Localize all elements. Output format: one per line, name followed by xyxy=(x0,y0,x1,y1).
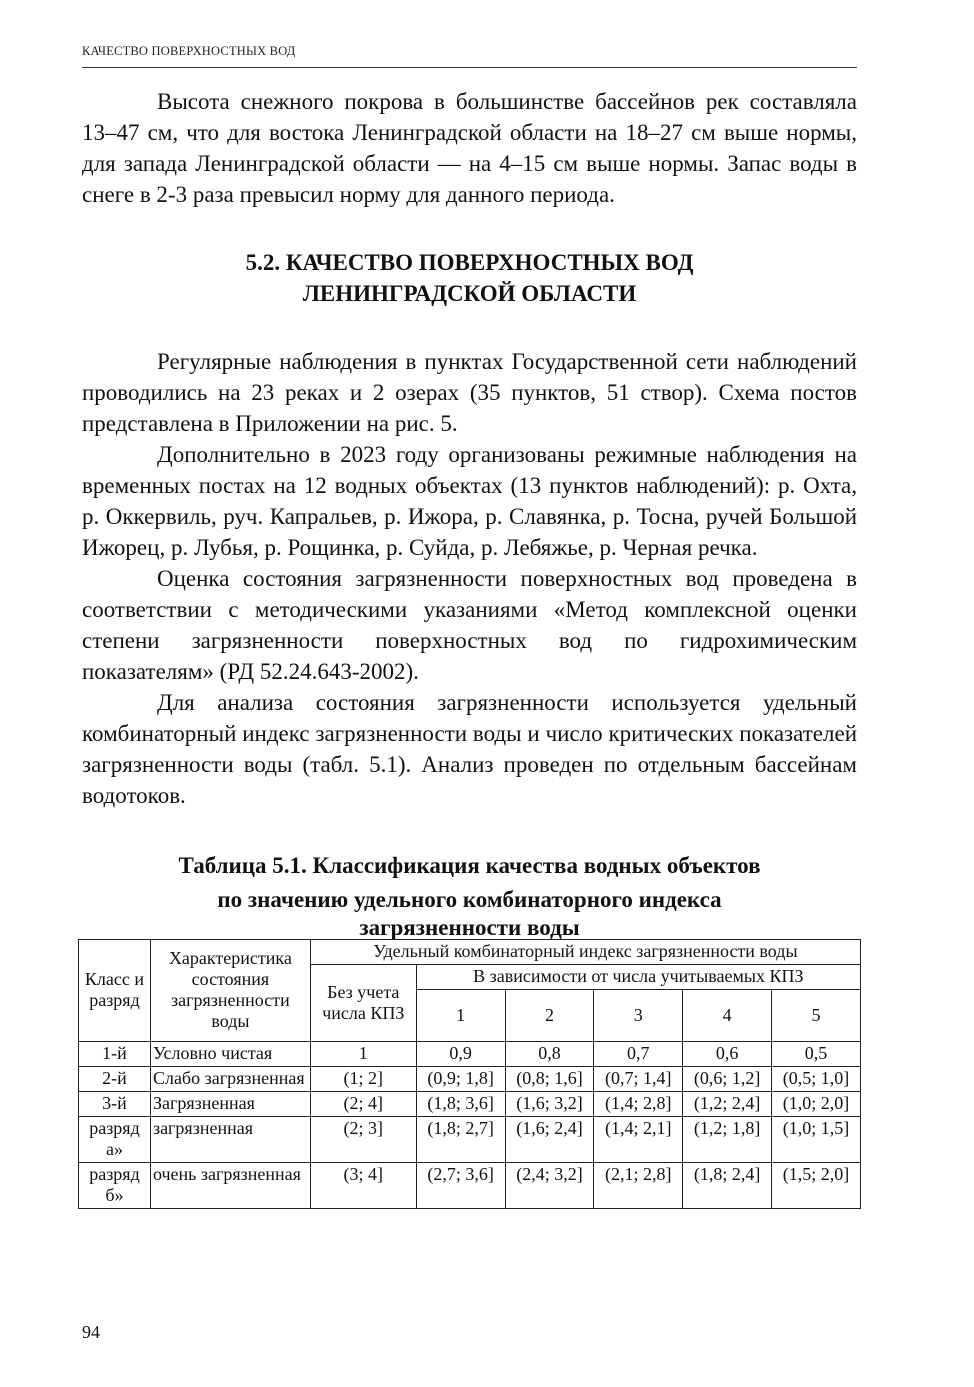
header-by-kpz: В зависимости от числа учитываемых КПЗ xyxy=(416,965,860,990)
table-title-line-3: загрязненности воды xyxy=(359,915,580,940)
value-cell: (2,7; 3,6] xyxy=(416,1163,505,1209)
paragraph-analysis: Для анализа состояния загрязненности используется удельный комбинаторный индекс загрязненности воды и число критических показателей загрязненности воды (табл. 5.1). Анализ проведен по отдельным бассейнам водотоков. xyxy=(82,690,857,808)
value-cell: (0,9; 1,8] xyxy=(416,1067,505,1092)
description-cell: Загрязненная xyxy=(150,1092,310,1117)
class-cell: разряд а» xyxy=(79,1117,151,1163)
header-no-kpz: Без учета числа КПЗ xyxy=(310,965,416,1042)
table-row xyxy=(79,1117,861,1163)
page-body xyxy=(82,86,857,1209)
section-title-line-2: ЛЕНИНГРАДСКОЙ ОБЛАСТИ xyxy=(302,281,637,306)
value-cell: (1,6; 3,2] xyxy=(505,1092,594,1117)
value-cell: (0,8; 1,6] xyxy=(505,1067,594,1092)
header-kpz-4: 4 xyxy=(683,990,772,1042)
description-cell: Слабо загрязненная xyxy=(150,1067,310,1092)
value-cell: (3; 4] xyxy=(310,1163,416,1209)
header-class: Класс и разряд xyxy=(79,940,151,1042)
header-rule xyxy=(82,67,857,68)
table-row xyxy=(79,1092,861,1117)
value-cell: (2,4; 3,2] xyxy=(505,1163,594,1209)
class-cell: 2-й xyxy=(79,1067,151,1092)
table-title xyxy=(82,849,857,939)
header-kpz-3: 3 xyxy=(594,990,683,1042)
table-header-row-1 xyxy=(79,940,861,965)
table-row xyxy=(79,1067,861,1092)
description-cell: загрязненная xyxy=(150,1117,310,1163)
paragraph-assessment-method: Оценка состояния загрязненности поверхностных вод проведена в соответствии с методическими указаниями «Метод комплексной оценки степени загрязненности поверхностных вод по гидрохимическим показателям» (РД 52.24.643-2002). xyxy=(82,566,857,684)
value-cell: (1; 2] xyxy=(310,1067,416,1092)
header-characteristic: Характеристика состояния загрязненности воды xyxy=(150,940,310,1042)
value-cell: (2; 3] xyxy=(310,1117,416,1163)
table-row xyxy=(79,1163,861,1209)
value-cell: 0,6 xyxy=(683,1042,772,1067)
paragraph-observations: Регулярные наблюдения в пунктах Государственной сети наблюдений проводились на 23 реках и 2 озерах (35 пунктов, 51 створ). Схема постов представлена в Приложении на рис. 5. xyxy=(82,349,857,436)
value-cell: (1,4; 2,1] xyxy=(594,1117,683,1163)
running-header: КАЧЕСТВО ПОВЕРХНОСТНЫХ ВОД xyxy=(82,44,296,58)
value-cell: (1,6; 2,4] xyxy=(505,1117,594,1163)
class-cell: 1-й xyxy=(79,1042,151,1067)
value-cell: (1,4; 2,8] xyxy=(594,1092,683,1117)
value-cell: (1,0; 2,0] xyxy=(772,1092,861,1117)
value-cell: 0,7 xyxy=(594,1042,683,1067)
header-index-group: Удельный комбинаторный индекс загрязненности воды xyxy=(310,940,860,965)
value-cell: (1,8; 3,6] xyxy=(416,1092,505,1117)
value-cell: (1,2; 1,8] xyxy=(683,1117,772,1163)
value-cell: (1,2; 2,4] xyxy=(683,1092,772,1117)
page-number: 94 xyxy=(82,1322,100,1342)
value-cell: 0,8 xyxy=(505,1042,594,1067)
table-title-line-2: по значению удельного комбинаторного индекса xyxy=(217,887,722,912)
section-title xyxy=(82,247,857,309)
value-cell: 1 xyxy=(310,1042,416,1067)
value-cell: (0,5; 1,0] xyxy=(772,1067,861,1092)
table-title-line-1: Таблица 5.1. Классификация качества водных объектов xyxy=(178,853,761,878)
header-kpz-5: 5 xyxy=(772,990,861,1042)
value-cell: (1,8; 2,7] xyxy=(416,1117,505,1163)
value-cell: (0,6; 1,2] xyxy=(683,1067,772,1092)
value-cell: (2,1; 2,8] xyxy=(594,1163,683,1209)
header-kpz-1: 1 xyxy=(416,990,505,1042)
table-row xyxy=(79,1042,861,1067)
section-title-line-1: 5.2. КАЧЕСТВО ПОВЕРХНОСТНЫХ ВОД xyxy=(245,250,694,275)
value-cell: (1,0; 1,5] xyxy=(772,1117,861,1163)
value-cell: 0,5 xyxy=(772,1042,861,1067)
value-cell: (0,7; 1,4] xyxy=(594,1067,683,1092)
description-cell: очень загрязненная xyxy=(150,1163,310,1209)
value-cell: (1,5; 2,0] xyxy=(772,1163,861,1209)
header-kpz-2: 2 xyxy=(505,990,594,1042)
value-cell: (2; 4] xyxy=(310,1092,416,1117)
description-cell: Условно чистая xyxy=(150,1042,310,1067)
class-cell: 3-й xyxy=(79,1092,151,1117)
paragraph-additional-posts: Дополнительно в 2023 году организованы режимные наблюдения на временных постах на 12 водных объектах (13 пунктов наблюдений): р. Охта, р. Оккервиль, руч. Капральев, р. Ижора, р. Славянка, р. Тосна, ручей Большой Ижорец, р. Лубья, р. Рощинка, р. Суйда, р. Лебяжье, р. Черная речка. xyxy=(82,442,857,560)
value-cell: 0,9 xyxy=(416,1042,505,1067)
intro-paragraph: Высота снежного покрова в большинстве бассейнов рек составляла 13–47 см, что для востока Ленинградской области на 18–27 см выше нормы, для запада Ленинградской области — на 4–15 см выше нормы. Запас воды в снеге в 2-3 раза превысил норму для данного периода. xyxy=(82,89,857,207)
classification-table xyxy=(78,939,861,1209)
value-cell: (1,8; 2,4] xyxy=(683,1163,772,1209)
class-cell: разряд б» xyxy=(79,1163,151,1209)
